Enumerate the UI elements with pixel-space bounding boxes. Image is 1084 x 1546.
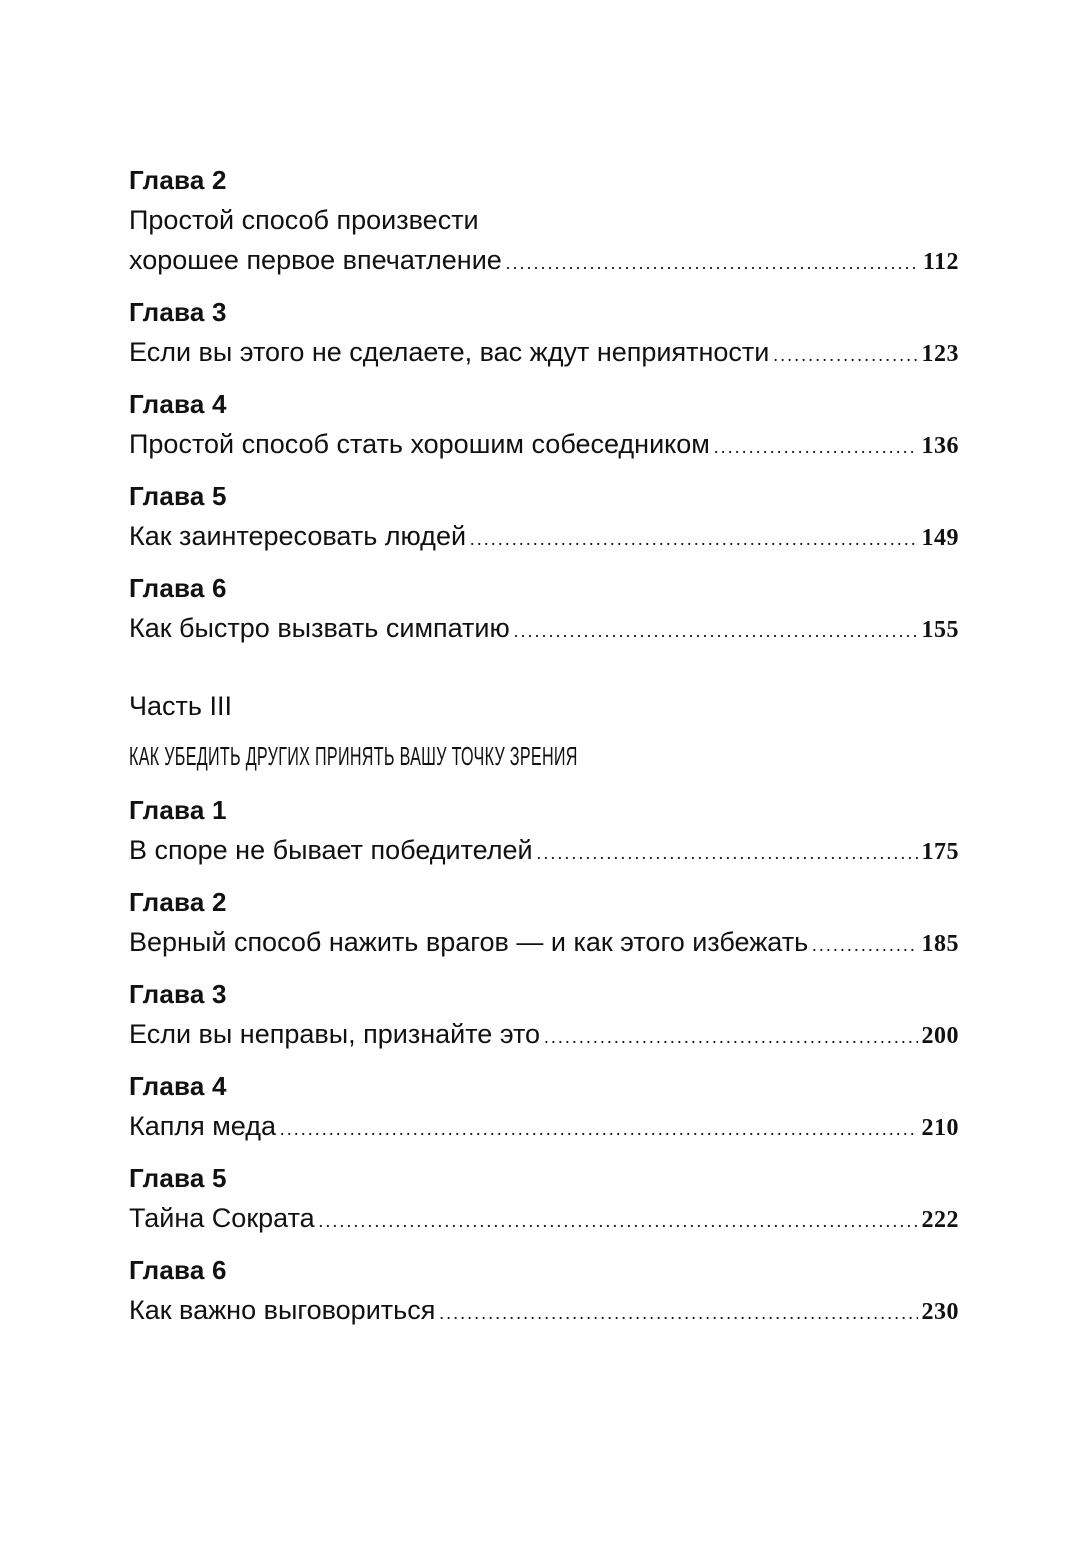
dot-leader bbox=[544, 1017, 917, 1057]
chapter-label: Глава 4 bbox=[129, 1071, 227, 1101]
toc-entry[interactable] bbox=[129, 160, 959, 280]
dot-leader bbox=[773, 335, 917, 375]
toc-line bbox=[129, 516, 959, 556]
part-title: КАК УБЕДИТЬ ДРУГИХ ПРИНЯТЬ ВАШУ ТОЧКУ ЗРЕНИЯ bbox=[129, 741, 578, 771]
chapter-label: Глава 2 bbox=[129, 887, 227, 917]
dot-leader bbox=[514, 611, 918, 651]
page-number: 136 bbox=[921, 433, 959, 459]
page-number: 200 bbox=[921, 1023, 959, 1049]
toc-line bbox=[129, 240, 959, 280]
dot-leader bbox=[319, 1201, 918, 1241]
chapter-label: Глава 5 bbox=[129, 481, 227, 511]
toc-entry[interactable] bbox=[129, 1066, 959, 1146]
chapter-title: Как важно выговориться bbox=[129, 1295, 436, 1325]
page-number: 155 bbox=[921, 617, 959, 643]
page-number: 175 bbox=[921, 839, 959, 865]
chapter-label: Глава 1 bbox=[129, 795, 227, 825]
chapter-label: Глава 4 bbox=[129, 389, 227, 419]
dot-leader bbox=[439, 1293, 917, 1333]
chapter-title: хорошее первое впечатление bbox=[129, 245, 502, 275]
part-label: Часть III bbox=[129, 691, 232, 721]
toc-line bbox=[129, 1198, 959, 1238]
chapter-title: Как заинтересовать людей bbox=[129, 521, 467, 551]
chapter-label: Глава 5 bbox=[129, 1163, 227, 1193]
toc-line bbox=[129, 332, 959, 372]
page-number: 149 bbox=[921, 525, 959, 551]
toc-line bbox=[129, 1290, 959, 1330]
dot-leader bbox=[714, 427, 918, 467]
chapter-label: Глава 6 bbox=[129, 1255, 227, 1285]
toc-line bbox=[129, 1014, 959, 1054]
table-of-contents bbox=[129, 160, 959, 1342]
chapter-label: Глава 2 bbox=[129, 165, 227, 195]
toc-entry[interactable] bbox=[129, 384, 959, 464]
toc-entry[interactable] bbox=[129, 476, 959, 556]
chapter-title: Если вы неправы, признайте это bbox=[129, 1019, 541, 1049]
toc-entry[interactable] bbox=[129, 292, 959, 372]
chapter-title: Капля меда bbox=[129, 1111, 276, 1141]
dot-leader bbox=[280, 1109, 918, 1149]
toc-entry[interactable] bbox=[129, 1158, 959, 1238]
chapter-label: Глава 6 bbox=[129, 573, 227, 603]
chapter-title: Как быстро вызвать симпатию bbox=[129, 613, 510, 643]
toc-line bbox=[129, 830, 959, 870]
toc-entry[interactable] bbox=[129, 974, 959, 1054]
chapter-title: Если вы этого не сделаете, вас ждут неприятности bbox=[129, 337, 770, 367]
chapter-title: Верный способ нажить врагов — и как этого избежать bbox=[129, 927, 809, 957]
chapter-title: Простой способ стать хорошим собеседником bbox=[129, 429, 710, 459]
page-number: 112 bbox=[922, 249, 959, 275]
dot-leader bbox=[812, 925, 917, 965]
page-number: 123 bbox=[921, 341, 959, 367]
toc-entry[interactable] bbox=[129, 1250, 959, 1330]
toc-line bbox=[129, 922, 959, 962]
chapter-label: Глава 3 bbox=[129, 297, 227, 327]
toc-line bbox=[129, 1106, 959, 1146]
toc-entry[interactable] bbox=[129, 790, 959, 870]
toc-line bbox=[129, 608, 959, 648]
toc-entry[interactable] bbox=[129, 568, 959, 648]
chapter-title-line: Простой способ произвести bbox=[129, 205, 479, 235]
chapter-title: В споре не бывает победителей bbox=[129, 835, 533, 865]
page-number: 230 bbox=[921, 1299, 959, 1325]
toc-line bbox=[129, 424, 959, 464]
page-number: 185 bbox=[921, 931, 959, 957]
toc-entry[interactable] bbox=[129, 882, 959, 962]
chapter-label: Глава 3 bbox=[129, 979, 227, 1009]
dot-leader bbox=[537, 833, 918, 873]
page-number: 222 bbox=[921, 1207, 959, 1233]
page-number: 210 bbox=[921, 1115, 959, 1141]
part-header bbox=[129, 686, 959, 776]
dot-leader bbox=[470, 519, 917, 559]
dot-leader bbox=[506, 243, 919, 283]
chapter-title: Тайна Сократа bbox=[129, 1203, 315, 1233]
